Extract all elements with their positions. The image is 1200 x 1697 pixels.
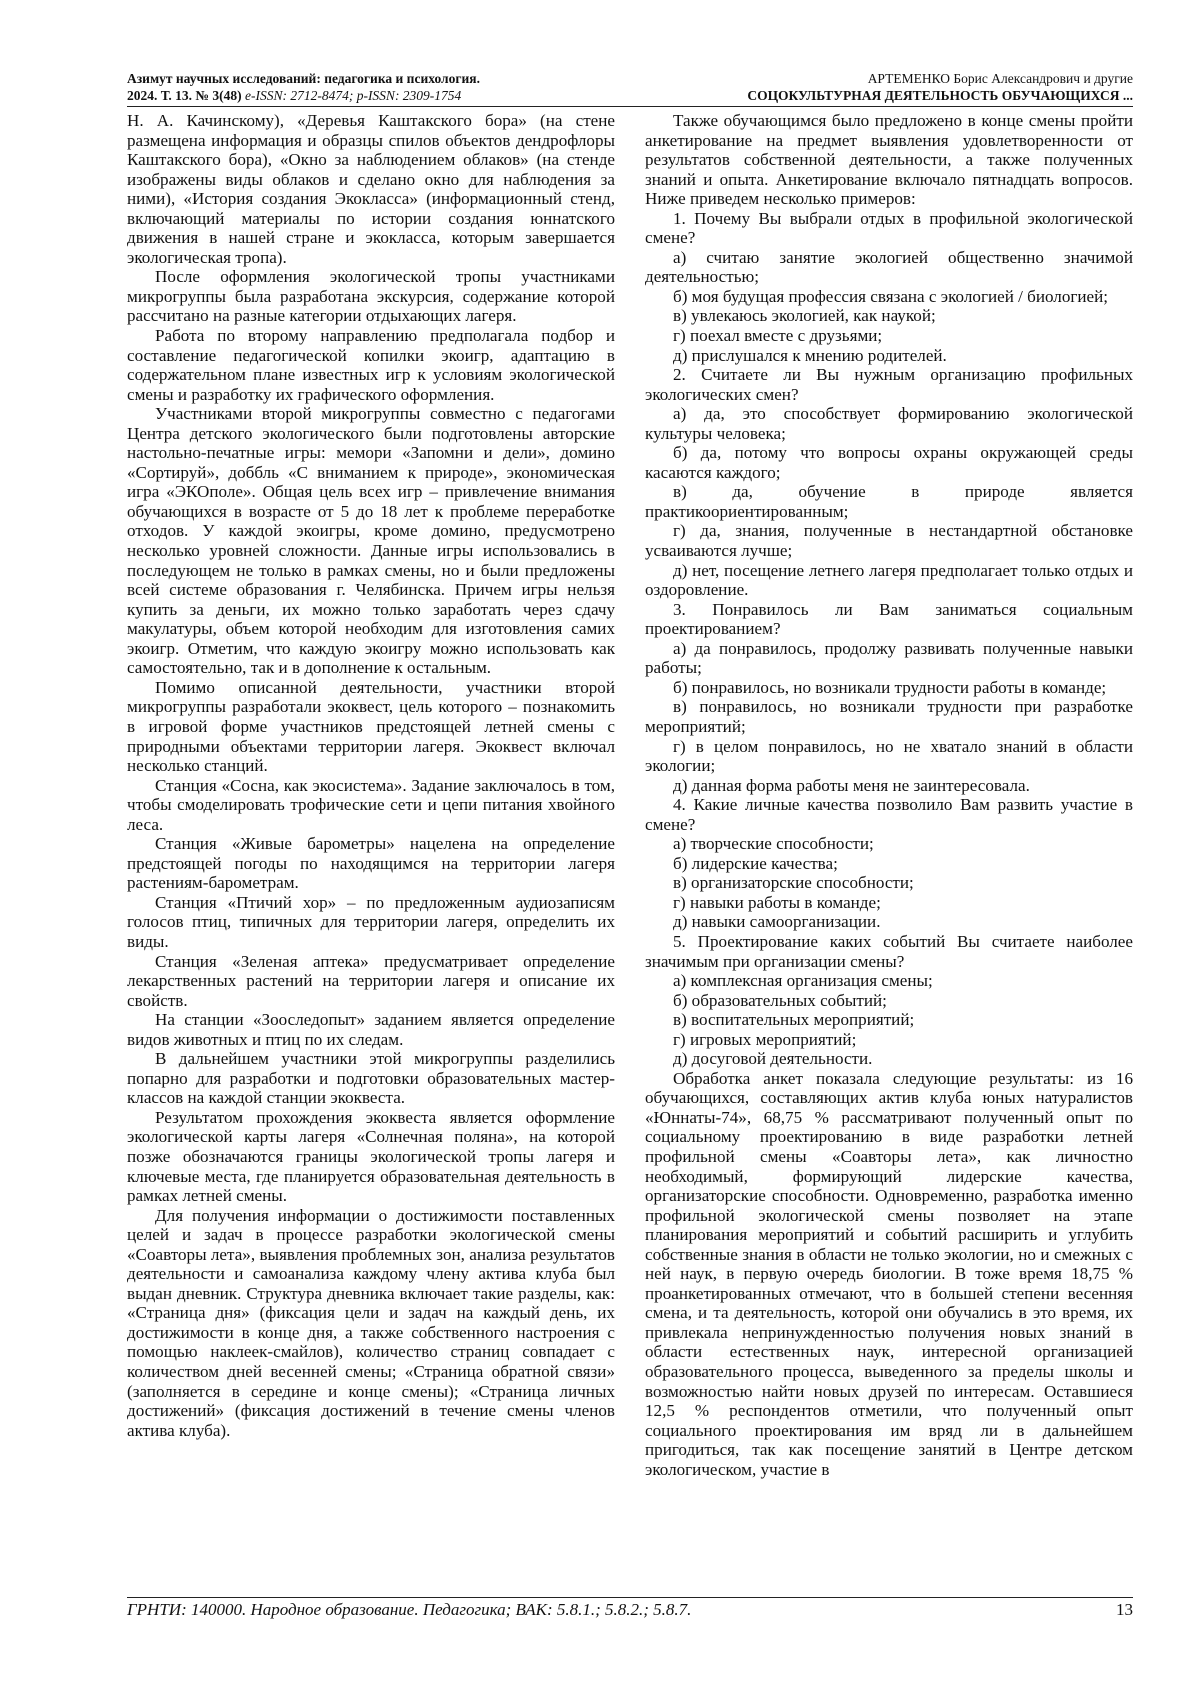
left-column bbox=[127, 111, 615, 1594]
journal-volume: 2024. Т. 13. № 3(48) bbox=[127, 88, 242, 103]
paragraph: Участниками второй микрогруппы совместно с педагогами Центра детского экологического были подготовлены авторские настольно-печатные игры: мемори «Запомни и дели», домино «Сортируй», доббль «С вниманием к природе», экономическая игра «ЭКОполе». Общая цель всех игр – привлечение внимания обучающихся в возрасте от 5 до 18 лет к проблеме переработке отходов. У каждой экоигры, кроме домино, предусмотрено несколько уровней сложности. Данные игры использовались в последующем не только в рамках смены, но и были предложены всей системе образования г. Челябинска. Причем игры нельзя купить за деньги, их можно только заработать через сдачу макулатуры, объем которой необходим для изготовления самих экоигр. Отметим, что каждую экоигру можно использовать как самостоятельно, так и в дополнение к остальным. bbox=[127, 404, 615, 678]
right-column bbox=[645, 111, 1133, 1594]
journal-issn: e-ISSN: 2712-8474; p-ISSN: 2309-1754 bbox=[244, 88, 462, 103]
survey-question: 1. Почему Вы выбрали отдых в профильной экологической смене? bbox=[645, 208, 1133, 248]
survey-option: б) образовательных событий; bbox=[673, 990, 887, 1010]
running-title: СОЦОКУЛЬТУРНАЯ ДЕЯТЕЛЬНОСТЬ ОБУЧАЮЩИХСЯ ... bbox=[747, 88, 1133, 103]
paragraph: Для получения информации о достижимости поставленных целей и задач в процессе разработки экологической смены «Соавторы лета», выявления проблемных зон, анализа результатов деятельности и самоанализа каждому члену актива клуба был выдан дневник. Структура дневника включает такие разделы, как: «Страница дня» (фиксация цели и задач на каждый день, их достижимости в конце дня, а также собственного настроения с помощью наклеек-смайлов), количество страниц совпадает с количеством дней весенней смены; «Страница обратной связи» (заполняется в середине и конце смены); «Страница личных достижений» (фиксация достижений в течение смены членов актива клуба). bbox=[127, 1205, 615, 1440]
survey-option: а) считаю занятие экологией общественно значимой деятельностью; bbox=[645, 247, 1133, 287]
survey-option: г) игровых мероприятий; bbox=[673, 1029, 857, 1049]
paragraph: Также обучающимся было предложено в конце смены пройти анкетирование на предмет выявления удовлетворенности от результатов собственной деятельности, а также полученных знаний и опыта. Анкетирование включало пятнадцать вопросов. Ниже приведем несколько примеров: bbox=[645, 111, 1133, 209]
paragraph: Н. А. Качинскому), «Деревья Каштакского бора» (на стене размещена информация и образцы спилов объектов дендрофлоры Каштакского бора), «Окно за наблюдением облаков» (на стенде изображены виды облаков и сделано окно для наблюдения за ними), «История создания Экокласса» (информационный стенд, включающий материалы по истории создания юннатского движения в нашей стране и экокласса, которым завершается экологическая тропа). bbox=[127, 111, 615, 267]
paragraph: Станция «Птичий хор» – по предложенным аудиозаписям голосов птиц, типичных для территории лагеря, определить их виды. bbox=[127, 892, 615, 951]
paragraph: В дальнейшем участники этой микрогруппы разделились попарно для разработки и подготовки образовательных мастер-классов на каждой станции экоквеста. bbox=[127, 1049, 615, 1108]
survey-option: в) воспитательных мероприятий; bbox=[673, 1010, 915, 1030]
article-info bbox=[747, 70, 1133, 104]
journal-info bbox=[127, 70, 480, 104]
paragraph: Станция «Живые барометры» нацелена на определение предстоящей погоды по находящимся на территории лагеря растениям-барометрам. bbox=[127, 834, 615, 893]
survey-option: д) нет, посещение летнего лагеря предполагает только отдых и оздоровление. bbox=[645, 560, 1133, 600]
survey-option: д) прислушался к мнению родителей. bbox=[673, 345, 947, 365]
page-footer bbox=[127, 1600, 1133, 1624]
paragraph: Результатом прохождения экоквеста является оформление экологической карты лагеря «Солнечная поляна», на которой позже обозначаются границы экологической тропы лагеря и ключевые места, где планируется образовательная деятельность в рамках летней смены. bbox=[127, 1107, 615, 1206]
running-header bbox=[127, 70, 1133, 107]
survey-option: в) организаторские способности; bbox=[673, 873, 914, 893]
survey-option: г) в целом понравилось, но не хватало знаний в области экологии; bbox=[645, 736, 1133, 776]
paragraph: Помимо описанной деятельности, участники второй микрогруппы разработали экоквест, цель которого – познакомить в игровой форме участников предстоящей летней смены с природными объектами территории лагеря. Экоквест включал несколько станций. bbox=[127, 677, 615, 776]
survey-option: а) комплексная организация смены; bbox=[673, 971, 933, 991]
survey-question: 2. Считаете ли Вы нужным организацию профильных экологических смен? bbox=[645, 365, 1133, 404]
page-number: 13 bbox=[1116, 1600, 1133, 1619]
survey-question: 3. Понравилось ли Вам заниматься социальным проектированием? bbox=[645, 599, 1133, 639]
survey-question: 4. Какие личные качества позволило Вам развить участие в смене? bbox=[645, 795, 1133, 834]
survey-option: д) досуговой деятельности. bbox=[673, 1049, 873, 1069]
paragraph: Станция «Зеленая аптека» предусматривает определение лекарственных растений на территории лагеря и описание их свойств. bbox=[127, 951, 615, 1010]
survey-option: в) увлекаюсь экологией, как наукой; bbox=[673, 306, 936, 326]
article-authors: АРТЕМЕНКО Борис Александрович и другие bbox=[867, 71, 1133, 86]
survey-question: 5. Проектирование каких событий Вы считаете наиболее значимым при организации смены? bbox=[645, 931, 1133, 971]
survey-option: а) творческие способности; bbox=[673, 834, 874, 854]
survey-option: г) навыки работы в команде; bbox=[673, 892, 881, 912]
paragraph: Обработка анкет показала следующие результаты: из 16 обучающихся, составляющих актив клуба юных натуралистов «Юннаты-74», 68,75 % рассматривают полученный опыт по социальному проектированию в виде разработки летней профильной смены «Соавторы лета», как личностно необходимый, формирующий лидерские качества, организаторские способности. Одновременно, разработка именно профильной экологической смены позволяет на этапе планирования мероприятий и событий расширить и углубить собственные знания в области не только экологии, но и смежных с ней наук, в первую очередь биологии. В тоже время 18,75 % проанкетированных отмечают, что в большей степени весенняя смена, и та деятельность, которой они обучались в это время, их привлекала непринужденностью получения новых знаний в области естественных наук, интересной организацией образовательного процесса, выведенного за пределы школы и возможностью найти новых друзей по интересам. Оставшиеся 12,5 % респондентов отметили, что полученный опыт социального проектирования им вряд ли в дальнейшем пригодиться, так как посещение занятий в Центре детском экологическом, участие в bbox=[645, 1068, 1133, 1479]
survey-option: г) поехал вместе с друзьями; bbox=[673, 326, 883, 346]
survey-option: г) да, знания, полученные в нестандартной обстановке усваиваются лучше; bbox=[645, 521, 1133, 561]
paragraph: После оформления экологической тропы участниками микрогруппы была разработана экскурсия, содержание которой рассчитано на разные категории отдыхающих лагеря. bbox=[127, 267, 615, 326]
paragraph: На станции «Зооследопыт» заданием является определение видов животных и птиц по их следам. bbox=[127, 1010, 615, 1049]
footer-divider bbox=[127, 1597, 1133, 1598]
survey-option: д) навыки самоорганизации. bbox=[673, 912, 881, 932]
classification-codes: ГРНТИ: 140000. Народное образование. Педагогика; ВАК: 5.8.1.; 5.8.2.; 5.8.7. bbox=[127, 1600, 692, 1619]
journal-title: Азимут научных исследований: педагогика и психология. bbox=[127, 71, 480, 86]
paragraph: Работа по второму направлению предполагала подбор и составление педагогической копилки экоигр, адаптацию в содержательном плане известных игр к условиям экологической смены и разработку их графического оформления. bbox=[127, 326, 615, 404]
survey-option: в) понравилось, но возникали трудности при разработке мероприятий; bbox=[645, 697, 1133, 736]
survey-option: б) моя будущая профессия связана с экологией / биологией; bbox=[673, 286, 1109, 306]
survey-option: а) да, это способствует формированию экологической культуры человека; bbox=[645, 404, 1133, 443]
survey-option: в) да, обучение в природе является практикоориентированным; bbox=[645, 482, 1133, 521]
survey-option: д) данная форма работы меня не заинтересовала. bbox=[673, 775, 1030, 795]
survey-option: а) да понравилось, продолжу развивать полученные навыки работы; bbox=[645, 638, 1133, 678]
survey-option: б) понравилось, но возникали трудности работы в команде; bbox=[673, 677, 1107, 697]
paragraph: Станция «Сосна, как экосистема». Задание заключалось в том, чтобы смоделировать трофические сети и цепи питания хвойного леса. bbox=[127, 775, 615, 834]
survey-option: б) лидерские качества; bbox=[673, 853, 838, 873]
survey-option: б) да, потому что вопросы охраны окружающей среды касаются каждого; bbox=[645, 443, 1133, 482]
